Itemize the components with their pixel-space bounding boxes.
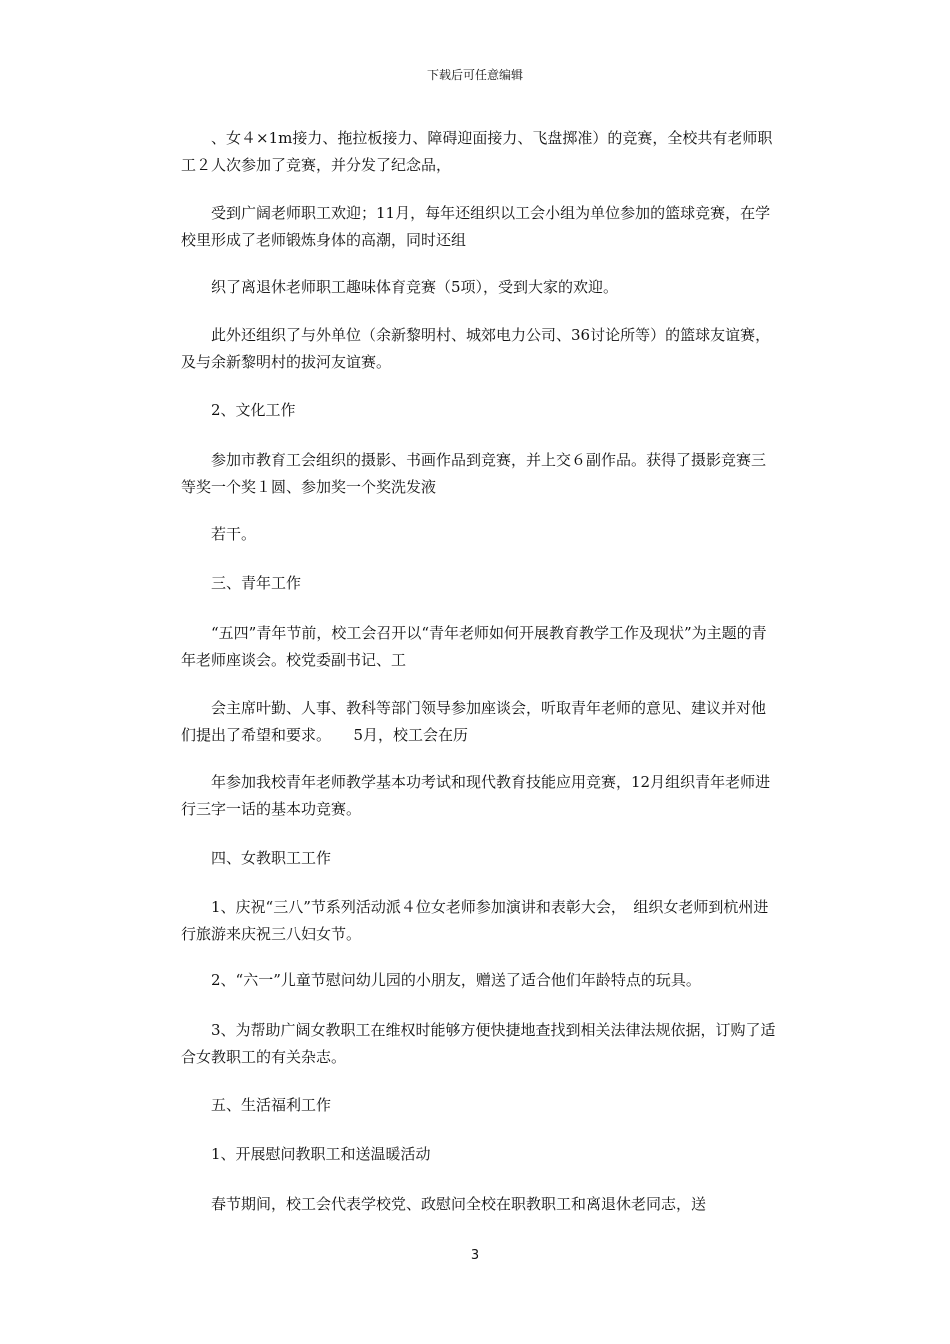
section-heading-culture: 2、文化工作: [211, 401, 296, 419]
section-heading-youth: 三、青年工作: [211, 574, 302, 592]
paragraph-9: “五四”青年节前，校工会召开以“青年老师如何开展教育教学工作及现状”为主题的青年老师座谈会。校党委副书记、工: [181, 624, 767, 669]
paragraph-15: 3、为帮助广阔女教职工在维权时能够方便快捷地查找到相关法律法规依据，订购了适合女教职工的有关杂志。: [181, 1021, 776, 1066]
paragraph-14: 2、“六一”儿童节慰问幼儿园的小朋友，赠送了适合他们年龄特点的玩具。: [211, 971, 701, 989]
paragraph-3: 织了离退休老师职工趣味体育竞赛（5项），受到大家的欢迎。: [211, 278, 619, 296]
paragraph-4: 此外还组织了与外单位（余新黎明村、城郊电力公司、36讨论所等）的篮球友谊赛，及与余新黎明村的拔河友谊赛。: [181, 326, 771, 371]
section-heading-welfare: 五、生活福利工作: [211, 1096, 332, 1114]
paragraph-13: 1、庆祝“三八”节系列活动派４位女老师参加演讲和表彰大会， 组织女老师到杭州进行旅游来庆祝三八妇女节。: [181, 898, 769, 943]
paragraph-6: 参加市教育工会组织的摄影、书画作品到竞赛，并上交６副作品。获得了摄影竞赛三等奖一个奖１圆、参加奖一个奖洗发液: [181, 451, 767, 496]
paragraph-7: 若干。: [211, 525, 257, 543]
paragraph-11: 年参加我校青年老师教学基本功考试和现代教育技能应用竞赛，12月组织青年老师进行三字一话的基本功竞赛。: [181, 773, 771, 818]
paragraph-17: 1、开展慰问教职工和送温暖活动: [211, 1145, 431, 1163]
paragraph-18: 春节期间，校工会代表学校党、政慰问全校在职教职工和离退休老同志，送: [211, 1195, 707, 1213]
paragraph-1: 、女４×1m接力、拖拉板接力、障碍迎面接力、飞盘掷准）的竞赛，全校共有老师职工２人次参加了竞赛，并分发了纪念品，: [181, 129, 773, 174]
section-heading-female-staff: 四、女教职工工作: [211, 849, 332, 867]
page-number: 3: [470, 1248, 480, 1263]
paragraph-10: 会主席叶勤、人事、教科等部门领导参加座谈会，听取青年老师的意见、建议并对他们提出了希望和要求。 5月，校工会在历: [181, 699, 767, 744]
page-header: 下载后可任意编辑: [426, 68, 523, 82]
paragraph-2: 受到广阔老师职工欢迎；11月，每年还组织以工会小组为单位参加的篮球竞赛，在学校里形成了老师锻炼身体的高潮，同时还组: [181, 204, 771, 249]
